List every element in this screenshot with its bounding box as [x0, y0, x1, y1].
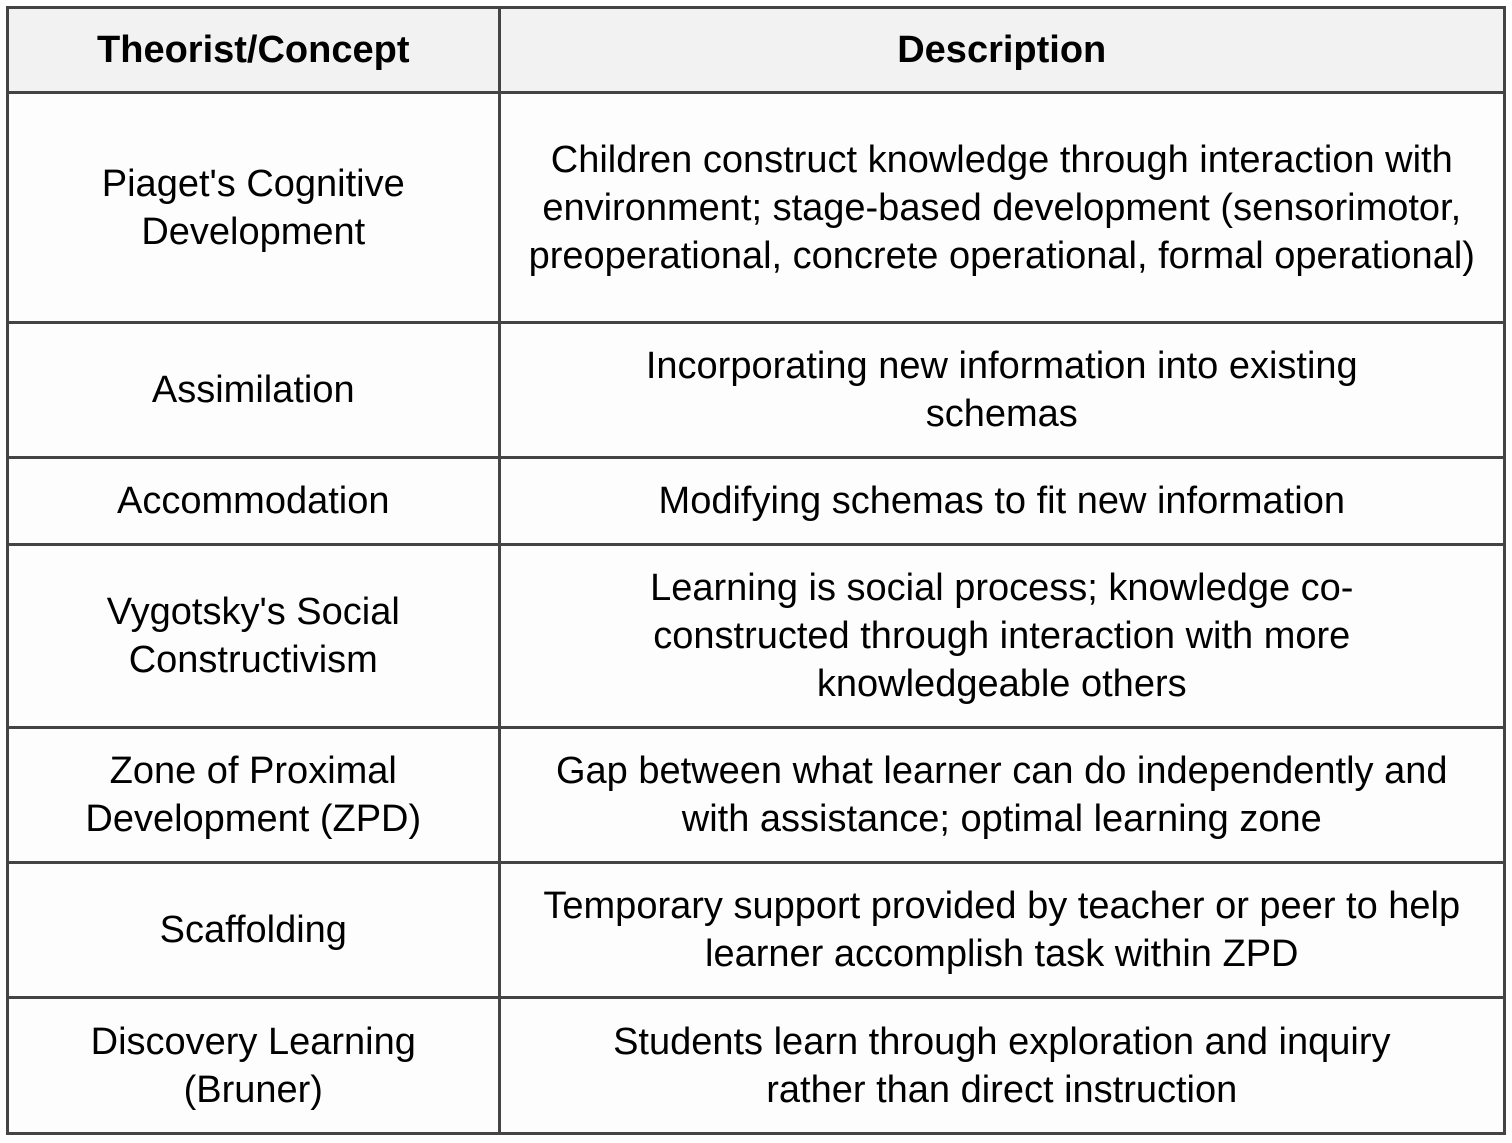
description-cell: Children construct knowledge through interaction with environment; stage-based development (sensorimotor, preoperational, concrete operational, formal operational) — [499, 93, 1504, 323]
concept-cell: Zone of Proximal Development (ZPD) — [8, 728, 500, 863]
description-cell: Learning is social process; knowledge co-constructed through interaction with more knowledgeable others — [499, 545, 1504, 728]
description-cell: Incorporating new information into existing schemas — [499, 323, 1504, 458]
description-cell: Students learn through exploration and inquiry rather than direct instruction — [499, 998, 1504, 1134]
concept-cell: Accommodation — [8, 458, 500, 545]
concept-cell: Piaget's Cognitive Development — [8, 93, 500, 323]
table-row — [8, 458, 1505, 545]
concept-cell: Assimilation — [8, 323, 500, 458]
table-row — [8, 323, 1505, 458]
concept-cell: Discovery Learning (Bruner) — [8, 998, 500, 1134]
concept-cell: Scaffolding — [8, 863, 500, 998]
header-description: Description — [499, 8, 1504, 93]
concept-cell: Vygotsky's Social Constructivism — [8, 545, 500, 728]
table-row — [8, 998, 1505, 1134]
description-cell: Gap between what learner can do independently and with assistance; optimal learning zone — [499, 728, 1504, 863]
theories-table — [6, 6, 1506, 1135]
description-cell: Modifying schemas to fit new information — [499, 458, 1504, 545]
table-row — [8, 93, 1505, 323]
description-cell: Temporary support provided by teacher or peer to help learner accomplish task within ZPD — [499, 863, 1504, 998]
table-row — [8, 728, 1505, 863]
table-row — [8, 545, 1505, 728]
header-concept: Theorist/Concept — [8, 8, 500, 93]
header-row — [8, 8, 1505, 93]
table-row — [8, 863, 1505, 998]
